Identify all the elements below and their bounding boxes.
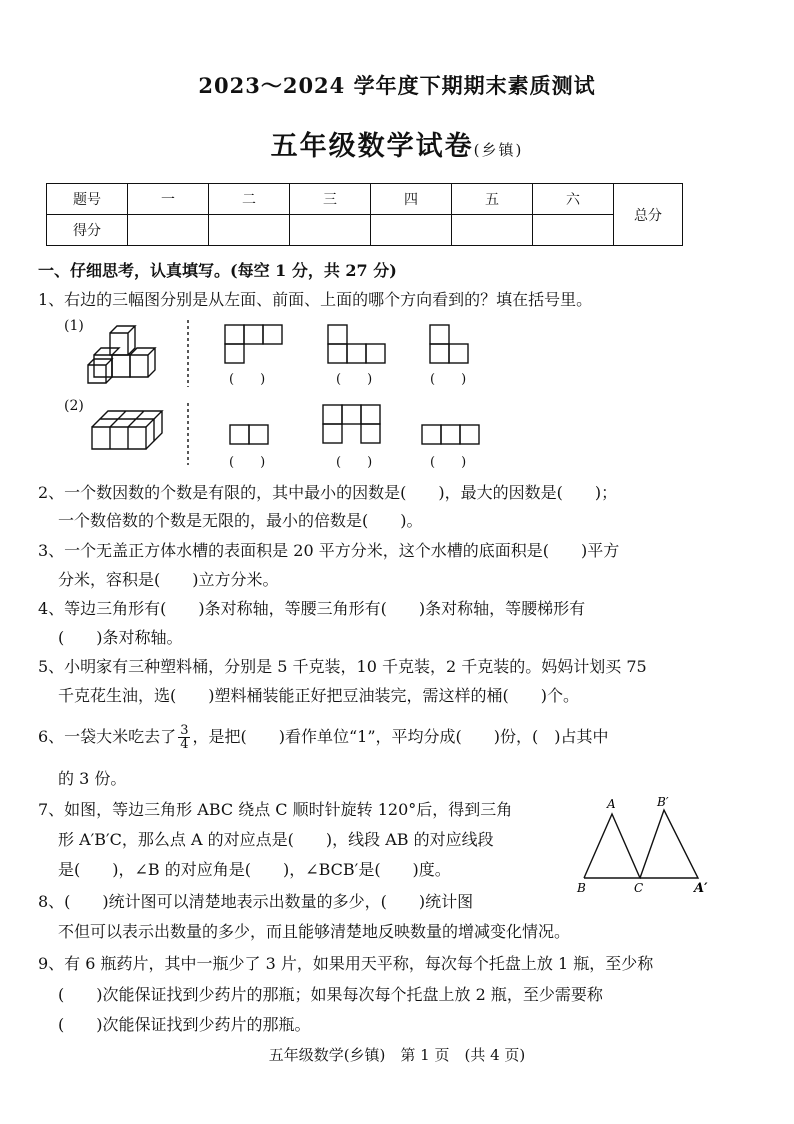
question-6-line-1 bbox=[38, 724, 608, 751]
question-1: 1、右边的三幅图分别是从左面、前面、上面的哪个方向看到的？填在括号里。 bbox=[38, 290, 593, 309]
answer-blank[interactable]: ( ) bbox=[336, 372, 373, 387]
question-2-line-2: 一个数倍数的个数是无限的，最小的倍数是( )。 bbox=[58, 511, 423, 530]
exam-subtitle bbox=[0, 124, 794, 163]
figure-2-label: (2) bbox=[64, 398, 84, 414]
q6-suffix: ，是把( )看作单位“1”，平均分成( )份，( )占其中 bbox=[192, 727, 609, 746]
answer-blank[interactable]: ( ) bbox=[229, 372, 266, 387]
question-9-line-1: 9、有 6 瓶药片，其中一瓶少了 3 片，如果用天平称，每次每个托盘上放 1 瓶，至少称 bbox=[38, 954, 654, 973]
fraction-numerator: 3 bbox=[180, 723, 189, 738]
fraction-denominator: 4 bbox=[180, 737, 189, 752]
score-header-cell: 二 bbox=[209, 184, 290, 215]
score-cell[interactable] bbox=[209, 215, 290, 246]
score-row-label: 得分 bbox=[47, 215, 128, 246]
score-header-cell: 四 bbox=[371, 184, 452, 215]
score-header-cell: 一 bbox=[128, 184, 209, 215]
score-header-cell: 题号 bbox=[47, 184, 128, 215]
question-9-line-2: ( )次能保证找到少药片的那瓶；如果每次每个托盘上放 2 瓶，至少需要称 bbox=[58, 985, 603, 1004]
question-5-line-2: 千克花生油，选( )塑料桶装能正好把豆油装完，需这样的桶( )个。 bbox=[58, 686, 579, 705]
point-b-label: B bbox=[577, 881, 586, 895]
score-table-score-row bbox=[47, 215, 683, 246]
question-8-line-2: 不但可以表示出数量的多少，而且能够清楚地反映数量的增减变化情况。 bbox=[58, 922, 571, 941]
answer-blank[interactable]: ( ) bbox=[430, 455, 467, 470]
question-4-line-1: 4、等边三角形有( )条对称轴，等腰三角形有( )条对称轴，等腰梯形有 bbox=[38, 599, 586, 618]
triangle-rotation-diagram bbox=[572, 792, 722, 902]
point-a-label: A bbox=[607, 797, 616, 811]
section-1-heading: 一、仔细思考，认真填写。(每空 1 分，共 27 分) bbox=[38, 261, 397, 280]
score-cell[interactable] bbox=[452, 215, 533, 246]
question-3-line-1: 3、一个无盖正方体水槽的表面积是 20 平方分米，这个水槽的底面积是( )平方 bbox=[38, 541, 620, 560]
score-cell[interactable] bbox=[371, 215, 452, 246]
question-2-line-1: 2、一个数因数的个数是有限的，其中最小的因数是( )，最大的因数是( )； bbox=[38, 483, 618, 502]
score-cell[interactable] bbox=[533, 215, 614, 246]
point-c-label: C bbox=[634, 881, 644, 895]
cube-figure-2 bbox=[92, 411, 162, 449]
score-cell[interactable] bbox=[128, 215, 209, 246]
score-header-cell: 五 bbox=[452, 184, 533, 215]
question-6-line-2: 的 3 份。 bbox=[58, 769, 127, 788]
fraction bbox=[178, 724, 190, 751]
question-7-line-3: 是( )，∠B 的对应角是( )，∠BCB′是( )度。 bbox=[58, 860, 451, 879]
point-aprime-label: A′ bbox=[694, 881, 708, 896]
triangle-abc bbox=[584, 814, 640, 878]
point-bprime-label: B′ bbox=[657, 795, 669, 809]
cube-figure-1 bbox=[88, 326, 155, 383]
score-table bbox=[46, 183, 683, 246]
answer-blank[interactable]: ( ) bbox=[430, 372, 467, 387]
question-3-line-2: 分米，容积是( )立方分米。 bbox=[58, 570, 279, 589]
triangle-abprime bbox=[640, 810, 698, 878]
question-4-line-2: ( )条对称轴。 bbox=[58, 628, 183, 647]
score-header-cell: 六 bbox=[533, 184, 614, 215]
subtitle-text: 五年级数学试卷 bbox=[270, 131, 474, 162]
q6-prefix: 6、一袋大米吃去了 bbox=[38, 727, 177, 746]
score-cell[interactable] bbox=[290, 215, 371, 246]
question-7-line-1: 7、如图，等边三角形 ABC 绕点 C 顺时针旋转 120°后，得到三角 bbox=[38, 800, 513, 819]
subtitle-note: (乡镇) bbox=[473, 141, 524, 159]
answer-blank[interactable]: ( ) bbox=[229, 455, 266, 470]
page-footer: 五年级数学(乡镇) 第 1 页 (共 4 页) bbox=[268, 1046, 526, 1064]
score-header-total: 总分 bbox=[614, 184, 683, 246]
answer-blank[interactable]: ( ) bbox=[336, 455, 373, 470]
question-7-line-2: 形 A′B′C，那么点 A 的对应点是( )，线段 AB 的对应线段 bbox=[58, 830, 494, 849]
score-table-header-row bbox=[47, 184, 683, 215]
question-9-line-3: ( )次能保证找到少药片的那瓶。 bbox=[58, 1015, 311, 1034]
figure-1-label: (1) bbox=[64, 318, 84, 334]
question-8-line-1: 8、( )统计图可以清楚地表示出数量的多少，( )统计图 bbox=[38, 892, 474, 911]
score-header-cell: 三 bbox=[290, 184, 371, 215]
question-5-line-1: 5、小明家有三种塑料桶，分别是 5 千克装，10 千克装，2 千克装的。妈妈计划买 75 bbox=[38, 657, 647, 676]
exam-title: 2023～2024 学年度下期期末素质测试 bbox=[198, 73, 596, 98]
